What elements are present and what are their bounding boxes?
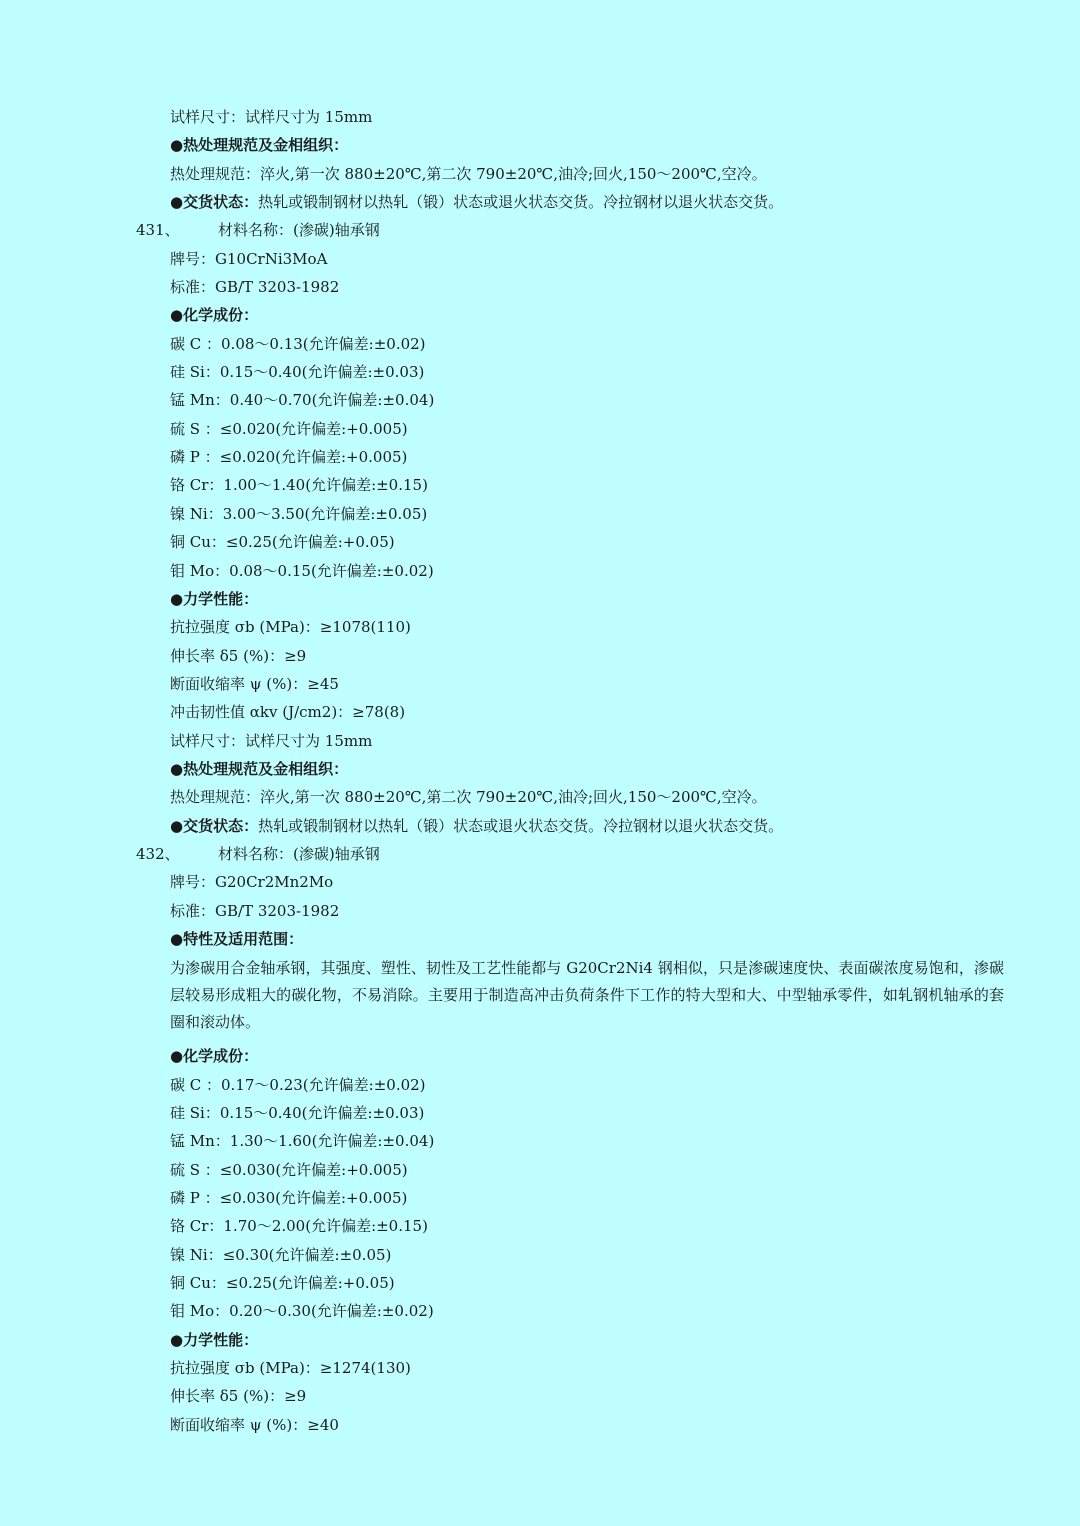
composition-line: 铜 Cu：≤0.25(允许偏差:+0.05): [170, 533, 395, 552]
standard-line: 标准：GB/T 3203-1982: [170, 278, 340, 297]
section-heading: ●热处理规范及金相组织：: [170, 759, 349, 778]
entry-title: 材料名称：(渗碳)轴承钢: [218, 221, 380, 240]
property-line: 试样尺寸：试样尺寸为 15mm: [170, 731, 373, 750]
standard-line: 标准：GB/T 3203-1982: [170, 901, 340, 920]
description-paragraph: 为渗碳用合金轴承钢，其强度、塑性、韧性及工艺性能都与 G20Cr2Ni4 钢相似，只是渗碳速度快、表面碳浓度易饱和，渗碳层较易形成粗大的碳化物，不易消除。主要用于制造高冲击负荷条件下工作的特大型和大、中型轴承零件，如轧钢机轴承的套圈和滚动体。: [170, 959, 1004, 1032]
entry-number: 431、: [136, 221, 180, 240]
composition-line: 铬 Cr：1.70～2.00(允许偏差:±0.15): [170, 1217, 428, 1236]
composition-line: 硅 Si：0.15～0.40(允许偏差:±0.03): [170, 363, 425, 382]
entry-title: 材料名称：(渗碳)轴承钢: [218, 844, 380, 863]
grade-line: 牌号：G20Cr2Mn2Mo: [170, 873, 334, 892]
property-line: 伸长率 δ5 (%)：≥9: [170, 1387, 307, 1406]
section-entry-431: [0, 216, 1080, 840]
composition-line: 铜 Cu：≤0.25(允许偏差:+0.05): [170, 1274, 395, 1293]
composition-line: 碳 C ：0.08～0.13(允许偏差:±0.02): [170, 334, 426, 353]
section-heading: ●力学性能：: [170, 589, 259, 608]
delivery-label: ●交货状态：: [170, 193, 259, 212]
document-page: [0, 103, 1080, 1439]
composition-line: 磷 P ：≤0.020(允许偏差:+0.005): [170, 448, 408, 467]
property-line: 抗拉强度 σb (MPa)：≥1274(130): [170, 1359, 411, 1378]
text-line: 试样尺寸：试样尺寸为 15mm: [170, 108, 373, 126]
delivery-text: 热轧或锻制钢材以热轧（锻）状态或退火状态交货。冷拉钢材以退火状态交货。: [258, 193, 784, 212]
delivery-text: 热轧或锻制钢材以热轧（锻）状态或退火状态交货。冷拉钢材以退火状态交货。: [258, 816, 784, 835]
delivery-line: [0, 812, 1080, 840]
composition-line: 钼 Mo：0.08～0.15(允许偏差:±0.02): [170, 561, 434, 580]
composition-line: 碳 C ：0.17～0.23(允许偏差:±0.02): [170, 1075, 426, 1094]
composition-line: 磷 P ：≤0.030(允许偏差:+0.005): [170, 1189, 408, 1208]
section-heading: ●力学性能：: [170, 1330, 259, 1349]
section-continuation: [0, 103, 1080, 216]
delivery-label: ●交货状态：: [170, 816, 259, 835]
composition-line: 锰 Mn：1.30～1.60(允许偏差:±0.04): [170, 1132, 435, 1151]
composition-line: 锰 Mn：0.40～0.70(允许偏差:±0.04): [170, 391, 435, 410]
entry-header: [0, 840, 1080, 868]
composition-line: 镍 Ni：3.00～3.50(允许偏差:±0.05): [170, 504, 428, 523]
property-line: 断面收缩率 ψ (%)：≥45: [170, 674, 339, 693]
section-heading: ●化学成份：: [170, 1047, 259, 1066]
property-line: 断面收缩率 ψ (%)：≥40: [170, 1415, 339, 1434]
entry-header: [0, 216, 1080, 244]
property-line: 抗拉强度 σb (MPa)：≥1078(110): [170, 618, 411, 637]
composition-line: 硫 S ：≤0.030(允许偏差:+0.005): [170, 1160, 408, 1179]
delivery-line: [0, 188, 1080, 216]
section-entry-432: [0, 840, 1080, 1439]
text-line: 热处理规范：淬火,第一次 880±20℃,第二次 790±20℃,油冷;回火,150～200℃,空冷。: [170, 164, 767, 183]
section-heading: ●化学成份：: [170, 306, 259, 325]
composition-line: 镍 Ni：≤0.30(允许偏差:±0.05): [170, 1245, 392, 1264]
entry-number: 432、: [136, 844, 180, 863]
section-heading: ●热处理规范及金相组织：: [170, 136, 349, 155]
text-line: 热处理规范：淬火,第一次 880±20℃,第二次 790±20℃,油冷;回火,150～200℃,空冷。: [170, 788, 767, 807]
section-heading: ●特性及适用范围：: [170, 929, 304, 948]
composition-line: 钼 Mo：0.20～0.30(允许偏差:±0.02): [170, 1302, 434, 1321]
grade-line: 牌号：G10CrNi3MoA: [170, 249, 328, 268]
composition-line: 铬 Cr：1.00～1.40(允许偏差:±0.15): [170, 476, 428, 495]
property-line: 冲击韧性值 αkv (J/cm2)：≥78(8): [170, 703, 406, 722]
composition-line: 硅 Si：0.15～0.40(允许偏差:±0.03): [170, 1104, 425, 1122]
property-line: 伸长率 δ5 (%)：≥9: [170, 646, 307, 665]
composition-line: 硫 S ：≤0.020(允许偏差:+0.005): [170, 419, 408, 438]
